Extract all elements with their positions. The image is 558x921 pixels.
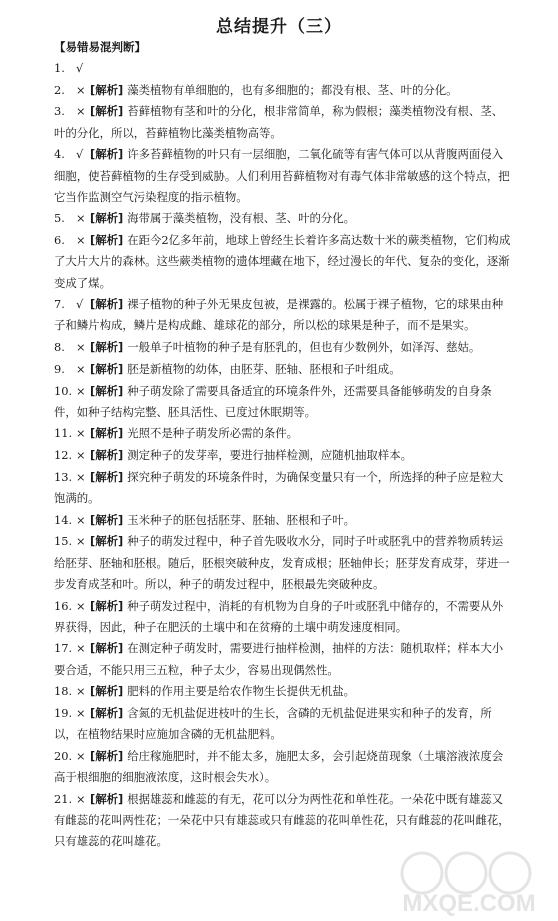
item-body: [54, 596, 514, 638]
cross-mark-icon: ×: [76, 641, 86, 656]
cross-mark-icon: ×: [76, 82, 86, 97]
item-number: 10.: [54, 383, 73, 398]
item-number: 20.: [54, 749, 73, 763]
analysis-text: 海带属于藻类植物，没有根、茎、叶的分化。: [127, 211, 356, 226]
answer-item: [54, 746, 514, 788]
item-number: 9.: [54, 361, 65, 376]
item-number: 4.: [54, 147, 65, 162]
answer-item: [54, 144, 514, 208]
item-number: 14.: [54, 512, 73, 527]
analysis-text: 给庄稼施肥时，并不能太多，施肥太多，会引起烧苗现象（土壤溶液浓度会高于根细胞的细胞液浓度，这时根会失水）。: [54, 749, 504, 785]
item-body: [54, 445, 514, 466]
cross-mark-icon: ×: [76, 426, 86, 441]
cross-mark-icon: ×: [76, 598, 86, 613]
answer-item: [54, 294, 514, 336]
item-body: [54, 789, 514, 853]
item-body: [54, 746, 514, 788]
item-body: [54, 703, 514, 745]
item-body: [54, 230, 514, 294]
answer-item: [54, 58, 514, 79]
item-number: 21.: [54, 791, 73, 806]
analysis-tag: [解析]: [90, 82, 124, 97]
item-number: 6.: [54, 233, 65, 248]
answer-item: [54, 230, 514, 294]
answer-item: [54, 359, 514, 380]
answer-item: [54, 531, 514, 595]
item-number: 3.: [54, 104, 65, 119]
analysis-tag: [解析]: [90, 426, 124, 441]
cross-mark-icon: ×: [76, 361, 86, 376]
analysis-text: 肥料的作用主要是给农作物生长提供无机盐。: [127, 684, 356, 699]
item-number: 16.: [54, 598, 73, 613]
item-number: 13.: [54, 469, 73, 484]
item-body: [54, 101, 514, 143]
analysis-text: 在距今2亿多年前，地球上曾经生长着许多高达数十米的蕨类植物，它们构成了大片大片的森林。这些蕨类植物的遗体埋藏在地下，经过漫长的年代、复杂的变化，逐渐变成了煤。: [54, 233, 511, 290]
analysis-text: 测定种子的发芽率，要进行抽样检测，应随机抽取样本。: [127, 448, 412, 463]
analysis-text: 胚是新植物的幼体，由胚芽、胚轴、胚根和子叶组成。: [127, 361, 401, 376]
item-number: 1.: [54, 61, 65, 75]
check-mark-icon: √: [76, 297, 84, 312]
analysis-text: 藻类植物有单细胞的，也有多细胞的；都没有根、茎、叶的分化。: [127, 82, 458, 97]
cross-mark-icon: ×: [76, 512, 86, 527]
analysis-tag: [解析]: [90, 534, 124, 549]
check-mark-icon: √: [76, 147, 84, 162]
answer-item: [54, 703, 514, 745]
analysis-tag: [解析]: [90, 598, 124, 613]
item-body: [54, 510, 514, 531]
analysis-tag: [解析]: [90, 512, 124, 527]
analysis-text: 许多苔藓植物的叶只有一层细胞，二氧化硫等有害气体可以从背腹两面侵入细胞，使苔藓植物的生存受到威胁。人们利用苔藓植物对有毒气体非常敏感的这个特点，把它当作监测空气污染程度的指示植物。: [54, 147, 510, 204]
analysis-tag: [解析]: [90, 791, 124, 806]
item-body: [54, 294, 514, 336]
cross-mark-icon: ×: [76, 469, 86, 484]
item-body: [54, 638, 514, 680]
cross-mark-icon: ×: [76, 448, 86, 463]
answer-item: [54, 381, 514, 423]
item-body: [54, 467, 514, 509]
cross-mark-icon: ×: [76, 684, 86, 699]
item-number: 5.: [54, 211, 65, 226]
item-number: 19.: [54, 706, 73, 721]
answer-item: [54, 101, 514, 143]
item-number: 17.: [54, 641, 73, 656]
answer-item: [54, 445, 514, 466]
analysis-tag: [解析]: [90, 340, 124, 355]
analysis-text: 种子萌发除了需要具备适宜的环境条件外，还需要具备能够萌发的自身条件，如种子结构完整、胚具活性、已度过休眠期等。: [54, 383, 492, 419]
answer-item: [54, 638, 514, 680]
analysis-tag: [解析]: [90, 147, 124, 162]
analysis-text: 含氮的无机盐促进枝叶的生长，含磷的无机盐促进果实和种子的发育，所以，在植物结果时应施加含磷的无机盐肥料。: [54, 706, 492, 742]
item-body: [54, 337, 514, 358]
cross-mark-icon: ×: [76, 749, 86, 763]
analysis-text: 玉米种子的胚包括胚芽、胚轴、胚根和子叶。: [127, 512, 356, 527]
check-mark-icon: √: [76, 61, 84, 75]
analysis-tag: [解析]: [90, 706, 124, 721]
cross-mark-icon: ×: [76, 706, 86, 721]
analysis-tag: [解析]: [90, 469, 124, 484]
item-body: [54, 80, 514, 101]
analysis-text: 苔藓植物有茎和叶的分化，根非常简单，称为假根；藻类植物没有根、茎、叶的分化，所以，苔藓植物比藻类植物高等。: [54, 104, 504, 140]
analysis-tag: [解析]: [90, 361, 124, 376]
cross-mark-icon: ×: [76, 383, 86, 398]
watermark-text: MXQE.COM: [402, 890, 536, 917]
item-number: 12.: [54, 448, 73, 463]
item-number: 11.: [54, 426, 73, 441]
cross-mark-icon: ×: [76, 233, 86, 248]
analysis-tag: [解析]: [90, 104, 124, 119]
answer-item: [54, 510, 514, 531]
answer-item: [54, 423, 514, 444]
item-body: [54, 208, 514, 229]
page-title: 总结提升（三）: [216, 17, 342, 37]
item-body: [54, 144, 514, 208]
answer-item: [54, 596, 514, 638]
analysis-tag: [解析]: [90, 448, 124, 463]
analysis-text: 根据雄蕊和雌蕊的有无，花可以分为两性花和单性花。一朵花中既有雄蕊又有雌蕊的花叫两性花；一朵花中只有雄蕊或只有雌蕊的花叫单性花，只有雌蕊的花叫雌花，只有雄蕊的花叫雄花。: [54, 791, 510, 849]
cross-mark-icon: ×: [76, 791, 86, 806]
item-number: 8.: [54, 340, 65, 355]
analysis-text: 裸子植物的种子外无果皮包被，是裸露的。松属于裸子植物，它的球果由种子和鳞片构成，鳞片是构成雌、雄球花的部分，所以松的球果是种子，而不是果实。: [54, 297, 504, 333]
item-body: [54, 381, 514, 423]
analysis-text: 种子的萌发过程中，种子首先吸收水分，同时子叶或胚乳中的营养物质转运给胚芽、胚轴和胚根。随后，胚根突破种皮，发育成根；胚轴伸长；胚芽发育成芽，芽进一步发育成茎和叶。所以，种子的萌发过程中，胚根最先突破种皮。: [54, 534, 510, 591]
analysis-text: 光照不是种子萌发所必需的条件。: [127, 426, 299, 441]
analysis-text: 在测定种子萌发时，需要进行抽样检测，抽样的方法：随机取样；样本大小要合适，不能只用三五粒，种子太少，容易出现偶然性。: [54, 641, 504, 677]
analysis-tag: [解析]: [90, 233, 124, 248]
analysis-text: 种子萌发过程中，消耗的有机物为自身的子叶或胚乳中储存的，不需要从外界获得，因此，种子在肥沃的土壤中和在贫瘠的土壤中萌发速度相同。: [54, 598, 504, 634]
answer-item: [54, 789, 514, 853]
item-body: [54, 681, 514, 702]
answer-item: [54, 208, 514, 229]
analysis-tag: [解析]: [90, 641, 124, 656]
analysis-tag: [解析]: [90, 749, 124, 763]
answer-list: [54, 58, 514, 853]
item-body: [54, 58, 514, 79]
analysis-tag: [解析]: [90, 684, 124, 699]
analysis-text: 探究种子萌发的环境条件时，为确保变量只有一个，所选择的种子应是粒大饱满的。: [54, 469, 504, 506]
item-number: 7.: [54, 297, 65, 312]
section-heading: 【易错易混判断】: [54, 40, 146, 54]
item-number: 18.: [54, 684, 73, 699]
analysis-text: 一般单子叶植物的种子是有胚乳的，但也有少数例外，如泽泻、慈姑。: [127, 340, 481, 355]
item-number: 15.: [54, 534, 73, 549]
analysis-tag: [解析]: [90, 297, 124, 312]
analysis-tag: [解析]: [90, 383, 124, 398]
site-watermark-logo: [384, 845, 554, 919]
cross-mark-icon: ×: [76, 104, 86, 119]
answer-item: [54, 467, 514, 509]
item-body: [54, 359, 514, 380]
cross-mark-icon: ×: [76, 211, 86, 226]
analysis-tag: [解析]: [90, 211, 124, 226]
item-body: [54, 423, 514, 444]
cross-mark-icon: ×: [76, 534, 86, 549]
answer-item: [54, 80, 514, 101]
answer-item: [54, 337, 514, 358]
answer-item: [54, 681, 514, 702]
cross-mark-icon: ×: [76, 340, 86, 355]
item-body: [54, 531, 514, 595]
item-number: 2.: [54, 82, 65, 97]
